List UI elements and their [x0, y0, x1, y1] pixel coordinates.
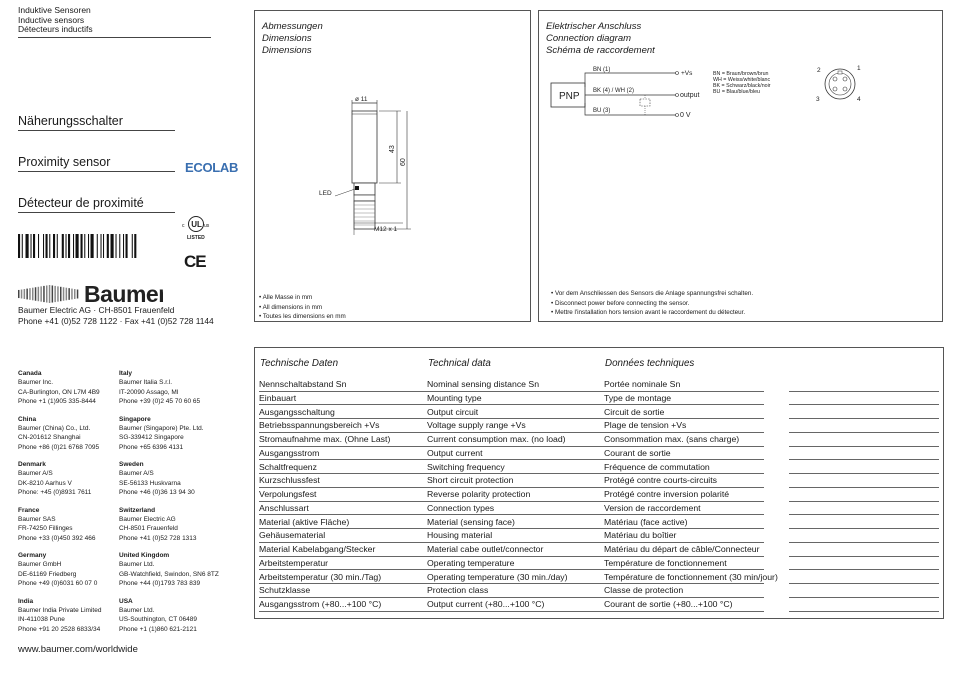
tech-row: [259, 598, 941, 612]
tech-cell-fr: Protégé contre courts-circuits: [604, 475, 717, 486]
led-label: LED: [319, 190, 332, 197]
title-en: Proximity sensor: [18, 155, 111, 169]
tech-row: [259, 529, 941, 543]
tech-cell-en: Output circuit: [427, 406, 479, 417]
company-info: [18, 305, 214, 326]
address-line: Baumer (Singapore) Pte. Ltd.: [119, 424, 204, 432]
address-line: Phone +33 (0)450 392 466: [18, 534, 96, 542]
tech-cell-en: Switching frequency: [427, 461, 505, 472]
address-canada: [18, 369, 100, 407]
terminal-output: output: [680, 92, 700, 99]
address-line: SE-56133 Huskvarna: [119, 479, 181, 487]
tech-cell-de: Gehäusematerial: [259, 530, 326, 541]
dim-note-de: • Alle Masse in mm: [259, 294, 313, 301]
address-line: Baumer SAS: [18, 515, 56, 523]
terminal-0v: 0 V: [680, 112, 691, 119]
tech-cell-en: Reverse polarity protection: [427, 489, 531, 499]
tech-cell-fr: Matériau du départ de câble/Connecteur: [604, 544, 760, 554]
tech-cell-fr: Courant de sortie (+80...+100 °C): [604, 599, 733, 609]
tech-cell-de: Material (aktive Fläche): [259, 516, 350, 527]
tech-row: [259, 502, 941, 516]
address-line: Phone +86 (0)21 6768 7095: [18, 443, 100, 451]
tech-cell-fr: Circuit de sortie: [604, 406, 665, 417]
tech-row: [259, 516, 941, 530]
address-line: Phone +49 (0)6031 60 07 0: [18, 580, 98, 588]
address-denmark: [18, 460, 91, 498]
tech-head-fr: Données techniques: [605, 358, 695, 369]
pin-2-label: 2: [817, 67, 821, 74]
tech-cell-de: Kurzschlussfest: [259, 475, 320, 486]
address-country: Canada: [18, 370, 42, 377]
address-line: Baumer A/S: [119, 470, 154, 478]
address-italy: [119, 369, 200, 407]
legend-bu: BU = Blau/blue/bleu: [713, 89, 760, 95]
dim-43: 43: [389, 145, 396, 153]
tech-cell-fr: Matériau (face active): [604, 516, 688, 527]
address-line: Phone +91 20 2528 6833/34: [18, 625, 101, 633]
tech-cell-fr: Fréquence de commutation: [604, 461, 710, 472]
tech-row: [259, 461, 941, 475]
thread-label: M12 x 1: [374, 226, 398, 233]
tech-cell-de: Schutzklasse: [259, 585, 311, 596]
dimensions-panel: [254, 10, 531, 322]
tech-cell-de: Einbauart: [259, 392, 297, 403]
address-line: Baumer Inc.: [18, 379, 54, 387]
tech-cell-de: Material Kabelabgang/Stecker: [259, 544, 376, 554]
address-line: Phone: +45 (0)8931 7611: [18, 489, 92, 497]
address-line: Phone +44 (0)1793 783 839: [119, 580, 201, 588]
tech-row: [259, 474, 941, 488]
connection-notes: [551, 289, 753, 318]
dimensions-title-de: Abmessungen: [262, 21, 323, 32]
tech-head-de: Technische Daten: [260, 358, 339, 369]
address-line: Phone +1 (1)860 621-2121: [119, 625, 197, 633]
address-france: [18, 506, 96, 544]
tech-row: [259, 419, 941, 433]
address-line: US-Southington, CT 06489: [119, 616, 197, 624]
svg-text:c: c: [182, 223, 185, 229]
dim-note-en: • All dimensions in mm: [259, 303, 323, 311]
wire-bu-label: BU (3): [593, 108, 611, 114]
pin-3-label: 3: [816, 96, 820, 103]
tech-row: [259, 557, 941, 571]
tech-row: [259, 543, 941, 557]
dimensions-notes: [259, 293, 346, 322]
legend-bn: BN = Braun/brown/brun: [713, 71, 769, 77]
wire-bk-label: BK (4) / WH (2): [593, 88, 635, 94]
address-line: DE-61169 Friedberg: [18, 570, 77, 578]
tech-cell-en: Output current (+80...+100 °C): [427, 599, 545, 609]
address-united-kingdom: [119, 551, 219, 589]
value-rule: [789, 611, 939, 612]
tech-cell-en: Output current: [427, 447, 483, 458]
tech-cell-de: Verpolungsfest: [259, 489, 317, 499]
ul-listed-logo: [182, 213, 212, 241]
tech-cell-fr: Classe de protection: [604, 585, 684, 596]
header-line-en: Inductive sensors: [18, 14, 85, 25]
connection-title-en: Connection diagram: [546, 33, 632, 44]
ecolab-logo: ECOLAB: [185, 160, 239, 175]
title-de: Näherungsschalter: [18, 114, 123, 128]
tech-row: [259, 447, 941, 461]
dimensions-title-fr: Dimensions: [262, 45, 312, 56]
pnp-box-label: PNP: [559, 91, 580, 102]
legend-bk: BK = Schwarz/black/noir: [713, 83, 771, 89]
tech-cell-en: Protection class: [427, 585, 489, 596]
tech-row: [259, 571, 941, 585]
address-line: Baumer A/S: [18, 470, 53, 478]
tech-cell-fr: Courant de sortie: [604, 447, 671, 458]
address-switzerland: [119, 506, 197, 544]
ce-mark: CE: [184, 252, 206, 271]
address-line: IT-20090 Assago, MI: [119, 388, 179, 396]
title-de-rule: [18, 130, 175, 131]
tech-cell-en: Voltage supply range +Vs: [427, 420, 526, 431]
terminal-vs: +Vs: [681, 70, 693, 77]
tech-cell-en: Short circuit protection: [427, 475, 514, 486]
tech-cell-de: Anschlussart: [259, 502, 309, 513]
tech-cell-en: Housing material: [427, 530, 493, 541]
address-line: Baumer Italia S.r.l.: [119, 379, 173, 387]
address-germany: [18, 551, 97, 589]
address-line: Baumer GmbH: [18, 561, 62, 569]
dim-note-fr: • Toutes les dimensions en mm: [259, 313, 346, 320]
dimensions-title-en: Dimensions: [262, 33, 312, 44]
row-rule: [259, 611, 764, 612]
company-phone: Phone +41 (0)52 728 1122 · Fax +41 (0)52 728 1144: [18, 315, 214, 326]
tech-row: [259, 584, 941, 598]
address-country: Switzerland: [119, 506, 156, 514]
address-line: Phone +39 (0)2 45 70 60 65: [119, 398, 201, 406]
tech-row: [259, 488, 941, 502]
tech-cell-fr: Portée nominale Sn: [604, 379, 681, 389]
address-country: Germany: [18, 552, 47, 559]
address-country: France: [18, 506, 40, 514]
address-line: Baumer India Private Limited: [18, 606, 102, 614]
company-address: Baumer Electric AG · CH-8501 Frauenfeld: [18, 305, 175, 315]
baumer-logo-text: Baumer: [84, 283, 163, 305]
tech-cell-de: Ausgangsschaltung: [259, 406, 335, 417]
address-sweden: [119, 460, 195, 498]
conn-note-de: • Vor dem Anschliessen des Sensors die Anlage spannungsfrei schalten.: [551, 290, 754, 297]
address-line: Baumer Electric AG: [119, 515, 176, 523]
address-country: USA: [119, 597, 133, 605]
address-line: IN-411038 Pune: [18, 616, 65, 624]
address-country: Sweden: [119, 461, 144, 468]
barcode: [18, 234, 175, 258]
connection-title-de: Elektrischer Anschluss: [546, 21, 642, 32]
led-indicator: [355, 186, 359, 190]
tech-cell-en: Material cabe outlet/connector: [427, 544, 544, 554]
ul-listed-text: LISTED: [187, 235, 205, 241]
header-line-de: Induktive Sensoren: [18, 5, 91, 15]
address-line: SG-339412 Singapore: [119, 434, 184, 442]
tech-cell-de: Schaltfrequenz: [259, 461, 317, 472]
tech-cell-en: Current consumption max. (no load): [427, 434, 566, 444]
tech-cell-de: Ausgangsstrom (+80...+100 °C): [259, 599, 382, 609]
tech-row: [259, 433, 941, 447]
tech-cell-fr: Consommation max. (sans charge): [604, 434, 740, 444]
connection-panel: [538, 10, 943, 322]
tech-cell-fr: Température de fonctionnement: [604, 557, 727, 568]
header-block: [18, 6, 93, 35]
baumer-logo: [18, 283, 163, 305]
wiring-diagram: [539, 11, 942, 321]
address-line: Phone +41 (0)52 728 1313: [119, 534, 197, 542]
title-en-rule: [18, 171, 175, 172]
address-line: Phone +1 (1)905 335-8444: [18, 398, 96, 406]
pin-4-label: 4: [857, 96, 861, 103]
address-india: [18, 597, 101, 635]
tech-cell-en: Material (sensing face): [427, 516, 515, 527]
tech-cell-en: Nominal sensing distance Sn: [427, 379, 540, 389]
sensor-drawing: [255, 11, 530, 321]
dim-diameter: ø 11: [355, 96, 368, 103]
address-line: GB-Watchfield, Swindon, SN6 8TZ: [119, 570, 219, 578]
header-divider: [18, 37, 211, 38]
tech-row: [259, 392, 941, 406]
tech-head-en: Technical data: [428, 358, 491, 369]
tech-cell-fr: Plage de tension +Vs: [604, 420, 687, 431]
address-line: FR-74250 Fillinges: [18, 525, 73, 533]
svg-text:UL: UL: [191, 220, 202, 229]
tech-cell-fr: Température de fonctionnement (30 min/jour): [604, 571, 778, 582]
address-country: United Kingdom: [119, 552, 170, 559]
tech-cell-de: Ausgangsstrom: [259, 447, 320, 458]
address-country: India: [18, 597, 34, 605]
tech-cell-fr: Type de montage: [604, 392, 672, 403]
address-line: CN-201612 Shanghai: [18, 434, 81, 442]
address-country: Singapore: [119, 415, 151, 423]
address-line: CH-8501 Frauenfeld: [119, 525, 178, 533]
dim-60: 60: [400, 158, 407, 166]
tech-cell-en: Operating temperature (30 min./day): [427, 571, 568, 582]
connection-title-fr: Schéma de raccordement: [546, 45, 655, 56]
tech-cell-en: Connection types: [427, 502, 495, 513]
address-usa: [119, 597, 197, 635]
address-line: Baumer Ltd.: [119, 561, 155, 569]
tech-cell-fr: Version de raccordement: [604, 502, 701, 513]
address-line: Baumer Ltd.: [119, 606, 155, 614]
website-link[interactable]: www.baumer.com/worldwide: [18, 644, 138, 655]
tech-cell-en: Mounting type: [427, 392, 482, 403]
wire-bn-label: BN (1): [593, 67, 611, 73]
tech-cell-de: Stromaufnahme max. (Ohne Last): [259, 434, 391, 444]
tech-cell-de: Betriebsspannungsbereich +Vs: [259, 420, 380, 431]
tech-cell-de: Nennschaltabstand Sn: [259, 379, 347, 389]
address-line: CA-Burlington, ON L7M 4B9: [18, 388, 100, 396]
tech-table: [259, 378, 941, 618]
tech-data-panel: [254, 347, 944, 619]
tech-cell-de: Arbeitstemperatur (30 min./Tag): [259, 571, 382, 582]
tech-cell-fr: Protégé contre inversion polarité: [604, 489, 730, 499]
conn-note-fr: • Mettre l'installation hors tension avant le raccordement du détecteur.: [551, 309, 746, 316]
tech-row: [259, 406, 941, 420]
address-line: DK-8210 Aarhus V: [18, 479, 72, 487]
tech-row: [259, 378, 941, 392]
tech-cell-de: Arbeitstemperatur: [259, 557, 329, 568]
address-line: Phone +46 (0)36 13 94 30: [119, 489, 195, 497]
address-china: [18, 415, 99, 453]
conn-note-en: • Disconnect power before connecting the sensor.: [551, 299, 690, 307]
address-line: Baumer (China) Co., Ltd.: [18, 424, 91, 432]
legend-wh: WH = Weiss/white/blanc: [713, 77, 771, 83]
address-country: Denmark: [18, 461, 46, 468]
tech-cell-fr: Matériau du boîtier: [604, 530, 677, 541]
address-singapore: [119, 415, 204, 453]
address-country: China: [18, 415, 37, 423]
address-country: Italy: [119, 370, 133, 377]
title-fr-rule: [18, 212, 175, 213]
svg-text:us: us: [204, 223, 210, 229]
title-fr: Détecteur de proximité: [18, 196, 144, 210]
pin-1-label: 1: [857, 65, 861, 72]
header-line-fr: Détecteurs inductifs: [18, 24, 93, 34]
address-line: Phone +65 6396 4131: [119, 443, 184, 451]
tech-cell-en: Operating temperature: [427, 557, 515, 568]
